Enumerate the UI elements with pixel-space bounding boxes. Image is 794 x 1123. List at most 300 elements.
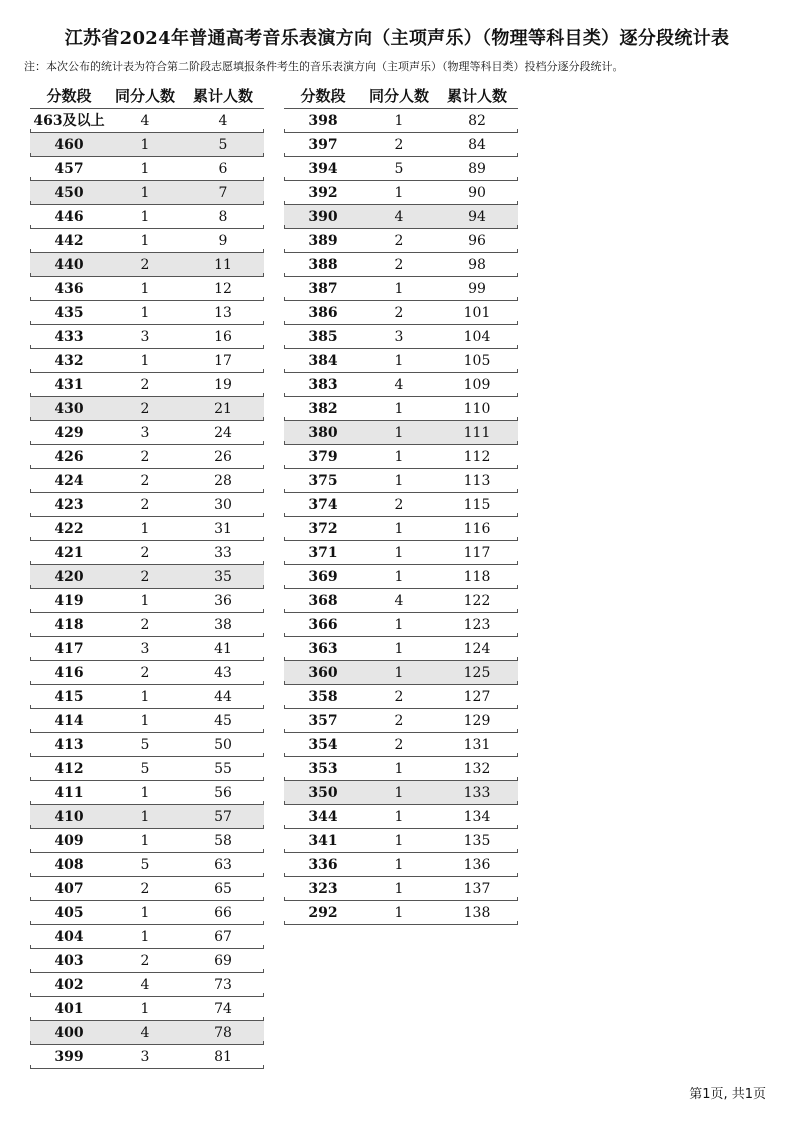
- same-count-cell: 1: [394, 785, 404, 801]
- cumulative-count-cell: 112: [463, 449, 491, 465]
- cumulative-count-cell: 9: [218, 233, 228, 249]
- same-count-cell: 4: [394, 377, 404, 393]
- cumulative-count-cell: 105: [463, 353, 491, 369]
- same-count-cell: 2: [140, 569, 150, 585]
- same-count-cell: 4: [140, 113, 150, 129]
- same-count-cell: 2: [140, 497, 150, 513]
- same-count-cell: 5: [140, 857, 150, 873]
- same-count-cell: 1: [140, 785, 150, 801]
- table-row: [30, 325, 264, 349]
- cumulative-count-cell: 89: [468, 161, 486, 177]
- table-row: [30, 421, 264, 445]
- cumulative-count-cell: 135: [463, 833, 491, 849]
- cumulative-count-cell: 35: [214, 569, 232, 585]
- table-row: [284, 733, 518, 757]
- table-row: [284, 205, 518, 229]
- cumulative-count-cell: 38: [214, 617, 232, 633]
- same-count-cell: 1: [140, 1001, 150, 1017]
- score-cell: 399: [54, 1049, 84, 1065]
- score-cell: 429: [54, 425, 84, 441]
- score-cell: 374: [308, 497, 338, 513]
- table-row: [284, 493, 518, 517]
- score-cell: 416: [54, 665, 84, 681]
- table-row: [30, 541, 264, 565]
- same-count-cell: 5: [394, 161, 404, 177]
- cumulative-count-cell: 7: [218, 185, 228, 201]
- cumulative-count-cell: 57: [214, 809, 232, 825]
- table-row: [30, 205, 264, 229]
- table-row: [30, 1021, 264, 1045]
- score-cell: 387: [308, 281, 338, 297]
- cumulative-count-cell: 99: [468, 281, 486, 297]
- score-cell: 400: [54, 1025, 84, 1041]
- header-same-count: 同分人数: [114, 87, 175, 105]
- score-cell: 418: [54, 617, 84, 633]
- score-cell: 460: [54, 137, 84, 153]
- cumulative-count-cell: 43: [214, 665, 232, 681]
- table-row: [30, 1045, 264, 1069]
- table-row: [284, 421, 518, 445]
- cumulative-count-cell: 111: [463, 425, 491, 441]
- cumulative-count-cell: 134: [463, 809, 491, 825]
- same-count-cell: 1: [394, 905, 404, 921]
- cumulative-count-cell: 125: [463, 665, 491, 681]
- score-cell: 386: [308, 305, 338, 321]
- score-cell: 336: [308, 857, 338, 873]
- table-row: [284, 901, 518, 925]
- same-count-cell: 2: [140, 473, 150, 489]
- same-count-cell: 1: [394, 569, 404, 585]
- cumulative-count-cell: 45: [214, 713, 232, 729]
- same-count-cell: 3: [140, 641, 150, 657]
- cumulative-count-cell: 127: [463, 689, 491, 705]
- cumulative-count-cell: 13: [214, 305, 232, 321]
- table-row: [284, 685, 518, 709]
- cumulative-count-cell: 98: [468, 257, 486, 273]
- same-count-cell: 1: [140, 689, 150, 705]
- score-cell: 422: [54, 521, 84, 537]
- table-row: [30, 397, 264, 421]
- same-count-cell: 2: [394, 689, 404, 705]
- score-cell: 344: [308, 809, 338, 825]
- page-number: 第1页, 共1页: [689, 1087, 766, 1102]
- cumulative-count-cell: 122: [463, 593, 491, 609]
- table-row: [284, 853, 518, 877]
- same-count-cell: 1: [394, 473, 404, 489]
- cumulative-count-cell: 73: [214, 977, 232, 993]
- score-cell: 292: [308, 905, 338, 921]
- score-cell: 440: [54, 257, 84, 273]
- table-row: [30, 997, 264, 1021]
- same-count-cell: 1: [394, 281, 404, 297]
- cumulative-count-cell: 21: [214, 401, 232, 417]
- cumulative-count-cell: 133: [463, 785, 491, 801]
- same-count-cell: 5: [140, 737, 150, 753]
- cumulative-count-cell: 82: [468, 113, 486, 129]
- score-cell: 323: [308, 881, 338, 897]
- table-row: [30, 565, 264, 589]
- table-row: [30, 229, 264, 253]
- table-row: [284, 781, 518, 805]
- table-row: [30, 109, 264, 133]
- score-cell: 412: [54, 761, 84, 777]
- same-count-cell: 4: [394, 593, 404, 609]
- table-row: [30, 157, 264, 181]
- table-row: [284, 109, 518, 133]
- same-count-cell: 1: [140, 905, 150, 921]
- table-row: [30, 517, 264, 541]
- score-cell: 392: [308, 185, 338, 201]
- score-cell: 357: [308, 713, 338, 729]
- same-count-cell: 2: [394, 713, 404, 729]
- cumulative-count-cell: 26: [214, 449, 232, 465]
- table-note: 注：本次公布的统计表为符合第二阶段志愿填报条件考生的音乐表演方向（主项声乐）（物理等科目类）投档分逐分段统计。: [24, 60, 624, 73]
- same-count-cell: 1: [394, 665, 404, 681]
- right-rows: [284, 108, 518, 925]
- cumulative-count-cell: 118: [463, 569, 491, 585]
- same-count-cell: 4: [394, 209, 404, 225]
- same-count-cell: 1: [394, 185, 404, 201]
- cumulative-count-cell: 41: [214, 641, 232, 657]
- cumulative-count-cell: 96: [468, 233, 486, 249]
- cumulative-count-cell: 36: [214, 593, 232, 609]
- same-count-cell: 2: [140, 449, 150, 465]
- cumulative-count-cell: 33: [214, 545, 232, 561]
- cumulative-count-cell: 123: [463, 617, 491, 633]
- score-cell: 388: [308, 257, 338, 273]
- cumulative-count-cell: 44: [214, 689, 232, 705]
- table-row: [30, 853, 264, 877]
- same-count-cell: 1: [140, 209, 150, 225]
- score-cell: 423: [54, 497, 84, 513]
- same-count-cell: 1: [394, 353, 404, 369]
- same-count-cell: 1: [394, 881, 404, 897]
- score-cell: 446: [54, 209, 84, 225]
- same-count-cell: 1: [140, 185, 150, 201]
- same-count-cell: 3: [140, 329, 150, 345]
- table-row: [284, 157, 518, 181]
- cumulative-count-cell: 113: [463, 473, 491, 489]
- table-row: [284, 229, 518, 253]
- score-cell: 463及以上: [33, 113, 105, 129]
- table-row: [284, 397, 518, 421]
- table-row: [284, 517, 518, 541]
- same-count-cell: 1: [140, 713, 150, 729]
- cumulative-count-cell: 129: [463, 713, 491, 729]
- same-count-cell: 1: [394, 761, 404, 777]
- table-row: [30, 733, 264, 757]
- cumulative-count-cell: 110: [463, 401, 491, 417]
- score-cell: 360: [308, 665, 338, 681]
- score-cell: 405: [54, 905, 84, 921]
- table-row: [30, 757, 264, 781]
- right-score-table: [284, 84, 518, 925]
- table-row: [30, 493, 264, 517]
- score-cell: 401: [54, 1001, 84, 1017]
- table-row: [30, 301, 264, 325]
- cumulative-count-cell: 12: [214, 281, 232, 297]
- score-cell: 421: [54, 545, 84, 561]
- header-cumulative-count: 累计人数: [446, 87, 507, 105]
- score-cell: 419: [54, 593, 84, 609]
- same-count-cell: 3: [140, 425, 150, 441]
- table-row: [30, 781, 264, 805]
- score-cell: 417: [54, 641, 84, 657]
- table-row: [284, 253, 518, 277]
- score-cell: 450: [54, 185, 84, 201]
- score-cell: 404: [54, 929, 84, 945]
- score-cell: 415: [54, 689, 84, 705]
- same-count-cell: 1: [394, 113, 404, 129]
- table-row: [30, 253, 264, 277]
- score-cell: 433: [54, 329, 84, 345]
- table-row: [284, 373, 518, 397]
- table-row: [284, 301, 518, 325]
- score-cell: 389: [308, 233, 338, 249]
- table-row: [30, 685, 264, 709]
- score-cell: 358: [308, 689, 338, 705]
- cumulative-count-cell: 78: [214, 1025, 232, 1041]
- table-row: [30, 829, 264, 853]
- header-cumulative-count: 累计人数: [192, 87, 253, 105]
- cumulative-count-cell: 11: [214, 257, 232, 273]
- same-count-cell: 4: [140, 977, 150, 993]
- table-row: [284, 325, 518, 349]
- cumulative-count-cell: 132: [463, 761, 491, 777]
- cumulative-count-cell: 58: [214, 833, 232, 849]
- table-row: [30, 661, 264, 685]
- header-same-count: 同分人数: [368, 87, 429, 105]
- same-count-cell: 2: [140, 545, 150, 561]
- score-cell: 430: [54, 401, 84, 417]
- same-count-cell: 2: [140, 401, 150, 417]
- cumulative-count-cell: 109: [463, 377, 491, 393]
- table-row: [30, 469, 264, 493]
- cumulative-count-cell: 136: [463, 857, 491, 873]
- cumulative-count-cell: 6: [218, 161, 228, 177]
- same-count-cell: 1: [140, 521, 150, 537]
- score-cell: 385: [308, 329, 338, 345]
- same-count-cell: 2: [394, 233, 404, 249]
- table-row: [284, 805, 518, 829]
- table-row: [30, 277, 264, 301]
- left-rows: [30, 108, 264, 1069]
- table-row: [284, 133, 518, 157]
- score-cell: 353: [308, 761, 338, 777]
- table-row: [30, 613, 264, 637]
- same-count-cell: 1: [394, 425, 404, 441]
- same-count-cell: 1: [140, 929, 150, 945]
- score-cell: 402: [54, 977, 84, 993]
- same-count-cell: 1: [140, 161, 150, 177]
- score-cell: 408: [54, 857, 84, 873]
- left-score-table: [30, 84, 264, 1069]
- score-cell: 431: [54, 377, 84, 393]
- cumulative-count-cell: 81: [214, 1049, 232, 1065]
- cumulative-count-cell: 16: [214, 329, 232, 345]
- same-count-cell: 1: [140, 233, 150, 249]
- cumulative-count-cell: 31: [214, 521, 232, 537]
- table-row: [284, 469, 518, 493]
- table-row: [30, 877, 264, 901]
- score-cell: 413: [54, 737, 84, 753]
- table-row: [30, 901, 264, 925]
- cumulative-count-cell: 116: [463, 521, 491, 537]
- table-row: [30, 637, 264, 661]
- table-header: [284, 84, 518, 108]
- cumulative-count-cell: 104: [463, 329, 491, 345]
- same-count-cell: 2: [394, 305, 404, 321]
- cumulative-count-cell: 117: [463, 545, 491, 561]
- same-count-cell: 1: [140, 353, 150, 369]
- cumulative-count-cell: 24: [214, 425, 232, 441]
- cumulative-count-cell: 63: [214, 857, 232, 873]
- score-cell: 350: [308, 785, 338, 801]
- cumulative-count-cell: 4: [218, 113, 228, 129]
- same-count-cell: 3: [394, 329, 404, 345]
- same-count-cell: 2: [140, 665, 150, 681]
- table-row: [284, 277, 518, 301]
- table-row: [284, 637, 518, 661]
- table-header: [30, 84, 264, 108]
- table-row: [284, 829, 518, 853]
- table-row: [284, 541, 518, 565]
- same-count-cell: 1: [394, 857, 404, 873]
- score-cell: 436: [54, 281, 84, 297]
- score-cell: 380: [308, 425, 338, 441]
- same-count-cell: 2: [394, 137, 404, 153]
- score-cell: 398: [308, 113, 338, 129]
- score-cell: 442: [54, 233, 84, 249]
- same-count-cell: 1: [140, 809, 150, 825]
- same-count-cell: 3: [140, 1049, 150, 1065]
- score-cell: 372: [308, 521, 338, 537]
- cumulative-count-cell: 137: [463, 881, 491, 897]
- score-cell: 457: [54, 161, 84, 177]
- table-row: [284, 661, 518, 685]
- cumulative-count-cell: 131: [463, 737, 491, 753]
- same-count-cell: 5: [140, 761, 150, 777]
- cumulative-count-cell: 84: [468, 137, 486, 153]
- cumulative-count-cell: 66: [214, 905, 232, 921]
- score-cell: 366: [308, 617, 338, 633]
- same-count-cell: 1: [140, 593, 150, 609]
- score-cell: 369: [308, 569, 338, 585]
- score-cell: 424: [54, 473, 84, 489]
- score-cell: 403: [54, 953, 84, 969]
- score-cell: 407: [54, 881, 84, 897]
- cumulative-count-cell: 94: [468, 209, 486, 225]
- score-cell: 354: [308, 737, 338, 753]
- cumulative-count-cell: 124: [463, 641, 491, 657]
- table-row: [284, 877, 518, 901]
- same-count-cell: 1: [394, 521, 404, 537]
- score-cell: 382: [308, 401, 338, 417]
- same-count-cell: 1: [394, 809, 404, 825]
- table-row: [30, 949, 264, 973]
- table-row: [30, 589, 264, 613]
- same-count-cell: 1: [140, 281, 150, 297]
- cumulative-count-cell: 55: [214, 761, 232, 777]
- same-count-cell: 2: [394, 497, 404, 513]
- table-row: [284, 181, 518, 205]
- score-cell: 341: [308, 833, 338, 849]
- score-cell: 397: [308, 137, 338, 153]
- score-cell: 409: [54, 833, 84, 849]
- page-title: 江苏省2024年普通高考音乐表演方向（主项声乐）（物理等科目类）逐分段统计表: [64, 28, 730, 49]
- score-cell: 383: [308, 377, 338, 393]
- table-row: [284, 709, 518, 733]
- score-cell: 363: [308, 641, 338, 657]
- table-row: [284, 589, 518, 613]
- same-count-cell: 1: [140, 833, 150, 849]
- same-count-cell: 1: [394, 545, 404, 561]
- cumulative-count-cell: 138: [463, 905, 491, 921]
- same-count-cell: 2: [140, 953, 150, 969]
- same-count-cell: 4: [140, 1025, 150, 1041]
- header-score: 分数段: [46, 87, 92, 105]
- same-count-cell: 2: [394, 257, 404, 273]
- score-cell: 390: [308, 209, 338, 225]
- cumulative-count-cell: 69: [214, 953, 232, 969]
- same-count-cell: 1: [394, 641, 404, 657]
- cumulative-count-cell: 5: [218, 137, 228, 153]
- table-row: [30, 349, 264, 373]
- same-count-cell: 2: [140, 377, 150, 393]
- same-count-cell: 2: [140, 881, 150, 897]
- table-row: [284, 565, 518, 589]
- cumulative-count-cell: 65: [214, 881, 232, 897]
- same-count-cell: 1: [140, 137, 150, 153]
- cumulative-count-cell: 8: [218, 209, 228, 225]
- score-cell: 414: [54, 713, 84, 729]
- score-cell: 426: [54, 449, 84, 465]
- same-count-cell: 2: [394, 737, 404, 753]
- cumulative-count-cell: 90: [468, 185, 486, 201]
- same-count-cell: 1: [394, 617, 404, 633]
- table-row: [30, 925, 264, 949]
- cumulative-count-cell: 19: [214, 377, 232, 393]
- score-cell: 375: [308, 473, 338, 489]
- score-cell: 432: [54, 353, 84, 369]
- same-count-cell: 2: [140, 257, 150, 273]
- same-count-cell: 1: [140, 305, 150, 321]
- same-count-cell: 1: [394, 833, 404, 849]
- score-cell: 394: [308, 161, 338, 177]
- table-row: [30, 181, 264, 205]
- score-cell: 368: [308, 593, 338, 609]
- score-cell: 435: [54, 305, 84, 321]
- score-cell: 410: [54, 809, 84, 825]
- table-row: [30, 709, 264, 733]
- score-cell: 420: [54, 569, 84, 585]
- cumulative-count-cell: 56: [214, 785, 232, 801]
- cumulative-count-cell: 67: [214, 929, 232, 945]
- same-count-cell: 2: [140, 617, 150, 633]
- cumulative-count-cell: 28: [214, 473, 232, 489]
- score-cell: 411: [54, 785, 84, 801]
- table-row: [30, 133, 264, 157]
- cumulative-count-cell: 74: [214, 1001, 232, 1017]
- table-row: [284, 445, 518, 469]
- same-count-cell: 1: [394, 449, 404, 465]
- table-row: [30, 973, 264, 997]
- table-row: [30, 445, 264, 469]
- header-score: 分数段: [300, 87, 346, 105]
- table-row: [30, 805, 264, 829]
- score-cell: 384: [308, 353, 338, 369]
- cumulative-count-cell: 101: [463, 305, 491, 321]
